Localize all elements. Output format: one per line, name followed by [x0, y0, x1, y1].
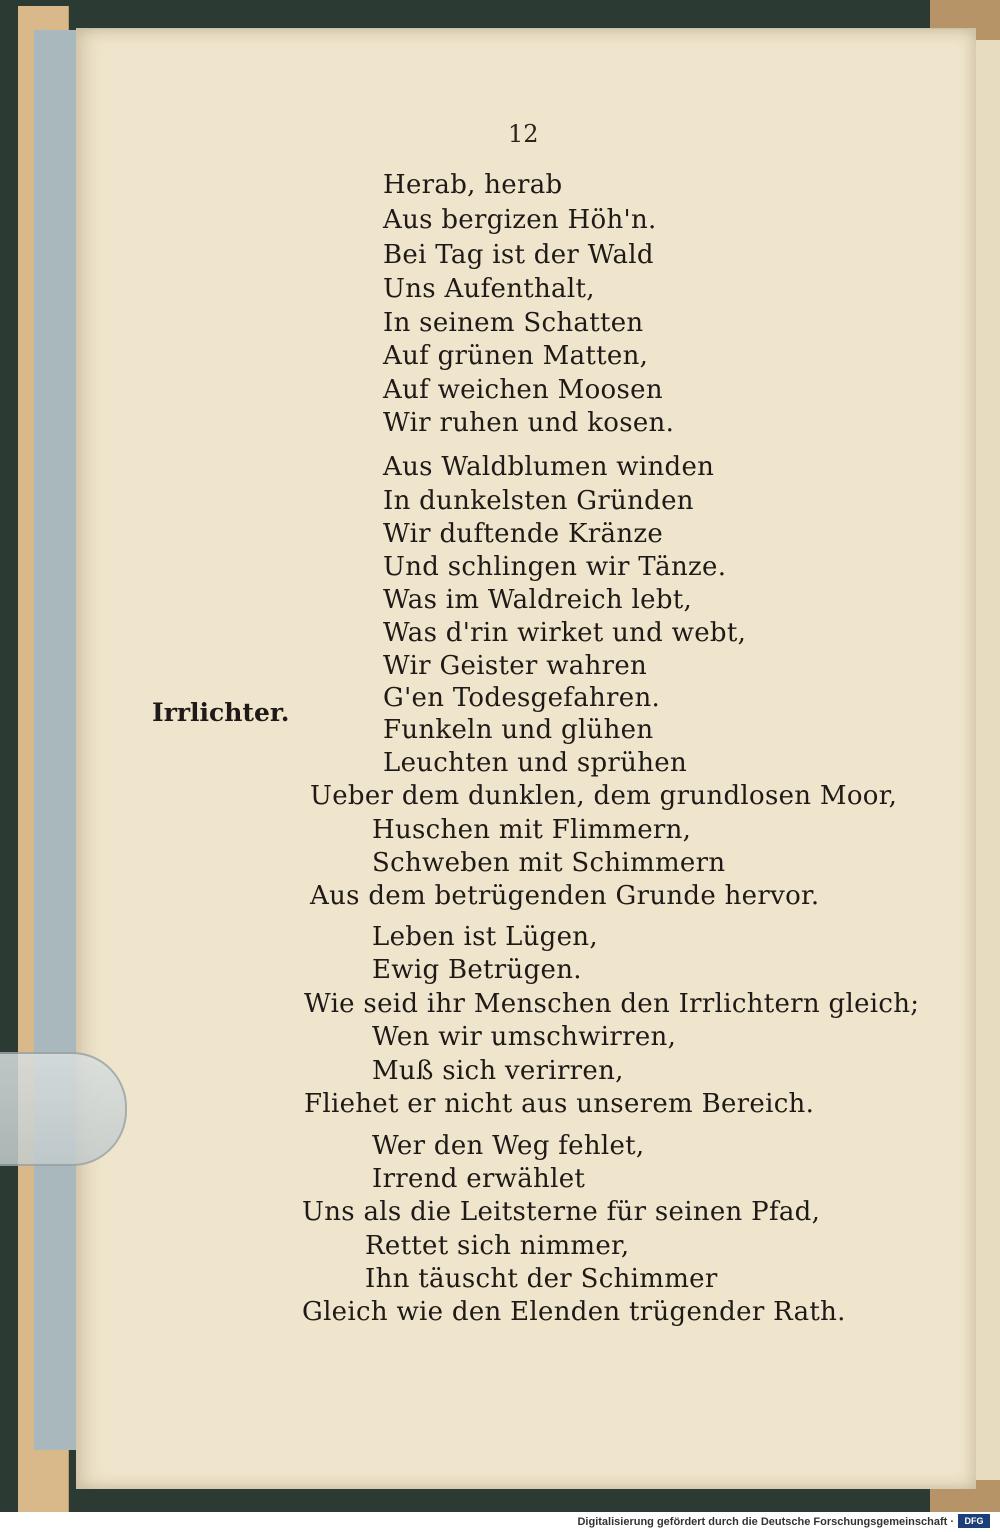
verse-line: Bei Tag ist der Wald: [383, 240, 654, 270]
verse-line: Was d'rin wirket und webt,: [383, 618, 747, 648]
verse-line: Herab, herab: [383, 170, 563, 200]
verse-line: Leuchten und sprühen: [383, 748, 687, 778]
verse-line: Gleich wie den Elenden trügender Rath.: [302, 1297, 846, 1327]
dfg-logo: DFG: [958, 1514, 990, 1528]
verse-line: Aus bergizen Höh'n.: [383, 205, 657, 235]
verse-line: Fliehet er nicht aus unserem Bereich.: [304, 1089, 815, 1119]
verse-line: In dunkelsten Gründen: [383, 486, 694, 516]
book-flyleaf-edge: [34, 30, 76, 1450]
verse-line: Aus dem betrügenden Grunde hervor.: [310, 881, 820, 911]
verse-line: Und schlingen wir Tänze.: [383, 552, 727, 582]
verse-line: Uns Aufenthalt,: [383, 274, 595, 304]
verse-line: Leben ist Lügen,: [372, 922, 598, 952]
verse-line: Was im Waldreich lebt,: [383, 585, 693, 615]
verse-line: Schweben mit Schimmern: [372, 848, 726, 878]
verse-line: Aus Waldblumen winden: [383, 452, 715, 482]
verse-line: Wie seid ihr Menschen den Irrlichtern gleich;: [304, 989, 920, 1019]
speaker-label: Irrlichter.: [152, 698, 290, 727]
verse-line: Wir ruhen und kosen.: [383, 408, 675, 438]
verse-line: Irrend erwählet: [372, 1164, 586, 1194]
verse-line: Ewig Betrügen.: [372, 955, 582, 985]
verse-line: Wer den Weg fehlet,: [372, 1131, 645, 1161]
verse-line: Ihn täuscht der Schimmer: [365, 1264, 718, 1294]
verse-line: Rettet sich nimmer,: [365, 1231, 630, 1261]
verse-line: Muß sich verirren,: [372, 1056, 624, 1086]
verse-line: Wir duftende Kränze: [383, 519, 664, 549]
verse-line: G'en Todesgefahren.: [383, 683, 661, 713]
verse-line: Ueber dem dunklen, dem grundlosen Moor,: [310, 781, 898, 811]
verse-line: Wen wir umschwirren,: [372, 1022, 677, 1052]
page-number: 12: [508, 120, 539, 148]
verse-line: Auf grünen Matten,: [383, 341, 649, 371]
verse-line: Uns als die Leitsterne für seinen Pfad,: [302, 1197, 821, 1227]
funding-credit: Digitalisierung gefördert durch die Deutsche Forschungsgemeinschaft ·: [577, 1516, 954, 1528]
verse-line: Auf weichen Moosen: [383, 375, 663, 405]
verse-line: Huschen mit Flimmern,: [372, 815, 692, 845]
verse-line: In seinem Schatten: [383, 308, 644, 338]
verse-line: Funkeln und glühen: [383, 715, 654, 745]
page-clip: [0, 1052, 127, 1166]
verse-line: Wir Geister wahren: [383, 651, 648, 681]
